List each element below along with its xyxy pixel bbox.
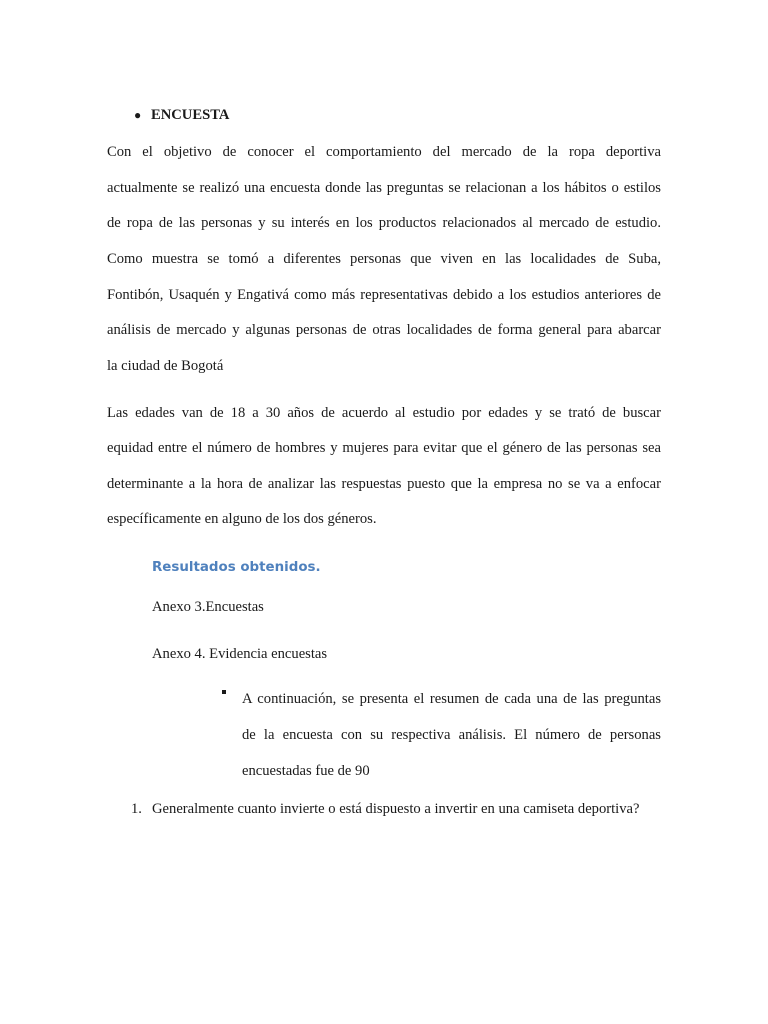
bullet-paragraph-line: encuestadas fue de 90 bbox=[242, 763, 370, 779]
question-text: Generalmente cuanto invierte o está dispuesto a invertir en una camiseta deportiva? bbox=[152, 801, 640, 817]
paragraph-line: Fontibón, Usaquén y Engativá como más representativas debido a los estudios anteriores de bbox=[107, 287, 661, 303]
bullet-dot-icon: ● bbox=[134, 108, 142, 122]
results-heading: Resultados obtenidos. bbox=[152, 560, 321, 575]
paragraph-line: específicamente en alguno de los dos géneros. bbox=[107, 511, 377, 527]
paragraph-line: equidad entre el número de hombres y mujeres para evitar que el género de las personas sea bbox=[107, 440, 661, 456]
question-number: 1. bbox=[131, 801, 142, 817]
paragraph-line: Con el objetivo de conocer el comportamiento del mercado de la ropa deportiva bbox=[107, 144, 661, 160]
bullet-paragraph-line: A continuación, se presenta el resumen de cada una de las preguntas bbox=[242, 691, 661, 707]
square-bullet-icon bbox=[222, 690, 226, 694]
bullet-paragraph-line: de la encuesta con su respectiva análisis. El número de personas bbox=[242, 727, 661, 743]
paragraph-line: análisis de mercado y algunas personas de otras localidades de forma general para abarcar bbox=[107, 322, 661, 338]
section-heading-text: ENCUESTA bbox=[151, 107, 230, 123]
paragraph-line: actualmente se realizó una encuesta donde las preguntas se relacionan a los hábitos o estilos bbox=[107, 180, 661, 196]
paragraph-line: Como muestra se tomó a diferentes personas que viven en las localidades de Suba, bbox=[107, 251, 661, 267]
annex-4-text: Anexo 4. Evidencia encuestas bbox=[152, 646, 328, 662]
section-heading bbox=[134, 107, 229, 124]
paragraph-line: determinante a la hora de analizar las respuestas puesto que la empresa no se va a enfocar bbox=[107, 476, 661, 492]
annex-3-text: Anexo 3.Encuestas bbox=[152, 599, 264, 615]
paragraph-line: Las edades van de 18 a 30 años de acuerdo al estudio por edades y se trató de buscar bbox=[107, 405, 661, 421]
paragraph-line: la ciudad de Bogotá bbox=[107, 358, 224, 374]
paragraph-line: de ropa de las personas y su interés en los productos relacionados al mercado de estudio. bbox=[107, 215, 661, 231]
